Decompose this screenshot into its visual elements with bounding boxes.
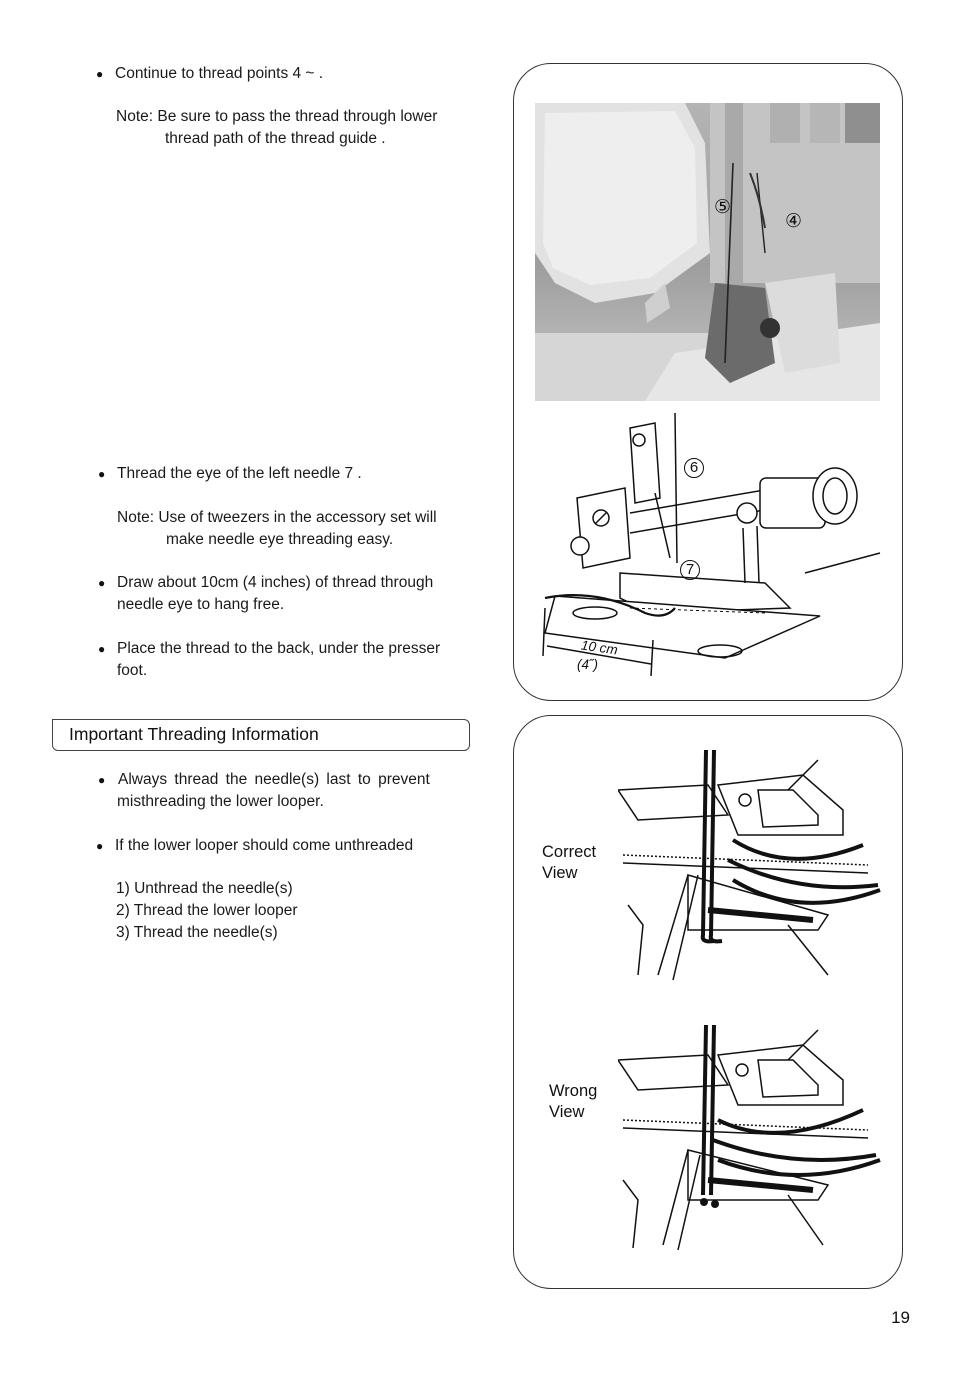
wrong-view-label-line1: Wrong bbox=[549, 1082, 598, 1100]
machine-photo-illustration bbox=[535, 103, 880, 401]
correct-view-label-line1: Correct bbox=[542, 843, 597, 861]
section-header-box bbox=[52, 719, 470, 751]
bullet-draw-thread-line2: needle eye to hang free. bbox=[117, 596, 285, 613]
wrong-view-diagram bbox=[618, 1020, 888, 1255]
bullet-place-thread-line2: foot. bbox=[117, 662, 148, 679]
correct-view-diagram bbox=[618, 745, 888, 985]
bullet-dot: ● bbox=[98, 773, 106, 787]
bullet-thread-eye: Thread the eye of the left needle 7 . bbox=[117, 465, 362, 482]
bullet-dot: ● bbox=[96, 67, 104, 81]
callout-7: 7 bbox=[680, 560, 700, 580]
bullet-dot: ● bbox=[98, 467, 106, 481]
step-3: 3) Thread the needle(s) bbox=[116, 924, 278, 941]
correct-view-label-line2: View bbox=[542, 864, 578, 882]
bullet-draw-thread-line1: Draw about 10cm (4 inches) of thread through bbox=[117, 574, 434, 591]
bullet-looper-unthreaded: If the lower looper should come unthreaded bbox=[115, 837, 414, 854]
machine-photo bbox=[535, 103, 880, 401]
step-2: 2) Thread the lower looper bbox=[116, 902, 298, 919]
bullet-thread-last-line1: Always thread the needle(s) last to prevent bbox=[118, 771, 430, 788]
note-tweezers-line2: make needle eye threading easy. bbox=[166, 531, 394, 548]
bullet-continue-thread: Continue to thread points 4 ~ . bbox=[115, 65, 324, 82]
callout-4: ④ bbox=[785, 211, 803, 232]
bullet-dot: ● bbox=[98, 642, 106, 656]
step-1: 1) Unthread the needle(s) bbox=[116, 880, 293, 897]
bullet-dot: ● bbox=[98, 576, 106, 590]
bullet-place-thread-line1: Place the thread to the back, under the presser bbox=[117, 640, 441, 657]
section-title: Important Threading Information bbox=[69, 724, 319, 744]
measure-inch-label: (4˝) bbox=[577, 657, 598, 672]
bullet-thread-last-line2: misthreading the lower looper. bbox=[117, 793, 324, 810]
wrong-view-label-line2: View bbox=[549, 1103, 585, 1121]
page-number: 19 bbox=[891, 1308, 910, 1327]
note-thread-guide-line1: Note: Be sure to pass the thread through lower bbox=[116, 108, 438, 125]
note-thread-guide-line2: thread path of the thread guide . bbox=[165, 130, 386, 147]
bullet-dot: ● bbox=[96, 839, 104, 853]
measure-cm-label: 10 cm bbox=[580, 637, 619, 658]
callout-6: 6 bbox=[684, 458, 704, 478]
callout-5: ⑤ bbox=[714, 197, 732, 218]
note-tweezers-line1: Note: Use of tweezers in the accessory set will bbox=[117, 509, 437, 526]
